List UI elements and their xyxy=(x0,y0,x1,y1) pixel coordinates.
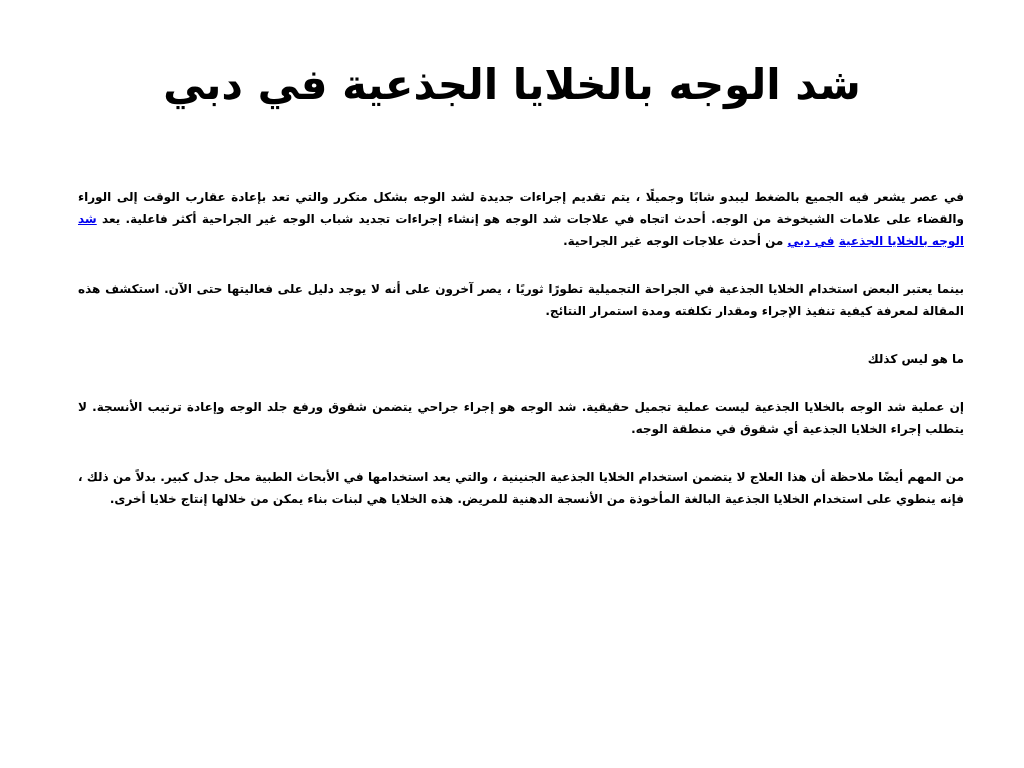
intro-text: في عصر يشعر فيه الجميع بالضغط ليبدو شابًا وجميلًا ، يتم تقديم إجراءات جديدة لشد الوجه بشكل متكرر والتي تعد بإعادة عقارب الوقت إلى الوراء والقضاء على علامات الشيخوخة من الوجه. أحدث اتجاه في علاجات شد الوجه هو إنشاء إجراءات تجديد شباب الوجه غير الجراحية أكثر فاعلية. يعد xyxy=(78,190,964,226)
paragraph-adult-stem-cells: من المهم أيضًا ملاحظة أن هذا العلاج لا يتضمن استخدام الخلايا الجذعية الجنينية ، والتي يعد استخدامها في الأبحاث الطبية محل جدل كبير. بدلاً من ذلك ، فإنه ينطوي على استخدام الخلايا الجذعية البالغة المأخوذة من الأنسجة الدهنية للمريض. هذه الخلايا هي لبنات بناء يمكن من خلالها إنتاج خلايا أخرى. xyxy=(78,470,964,506)
stem-cell-facelift-link[interactable]: شد الوجه بالخلايا الجذعية xyxy=(78,212,964,248)
article-body xyxy=(78,186,964,536)
page-title: شد الوجه بالخلايا الجذعية في دبي xyxy=(163,60,861,109)
paragraph-debate: بينما يعتبر البعض استخدام الخلايا الجذعية في الجراحة التجميلية تطورًا ثوريًا ، يصر آخرون على أنه لا يوجد دليل على فعاليتها حتى الآن. استكشف هذه المقالة لمعرفة كيفية تنفيذ الإجراء ومقدار تكلفته ومدة استمرار النتائج. xyxy=(78,282,964,318)
paragraph-intro xyxy=(78,186,964,252)
paragraph-not-surgery: إن عملية شد الوجه بالخلايا الجذعية ليست عملية تجميل حقيقية. شد الوجه هو إجراء جراحي يتضمن شقوق ورفع جلد الوجه وإعادة ترتيب الأنسجة. لا يتطلب إجراء الخلايا الجذعية أي شقوق في منطقة الوجه. xyxy=(78,400,964,436)
dubai-link[interactable]: في دبي xyxy=(787,234,835,248)
intro-text-end: من أحدث علاجات الوجه غير الجراحية. xyxy=(563,234,788,248)
section-heading: ما هو ليس كذلك xyxy=(867,352,964,366)
